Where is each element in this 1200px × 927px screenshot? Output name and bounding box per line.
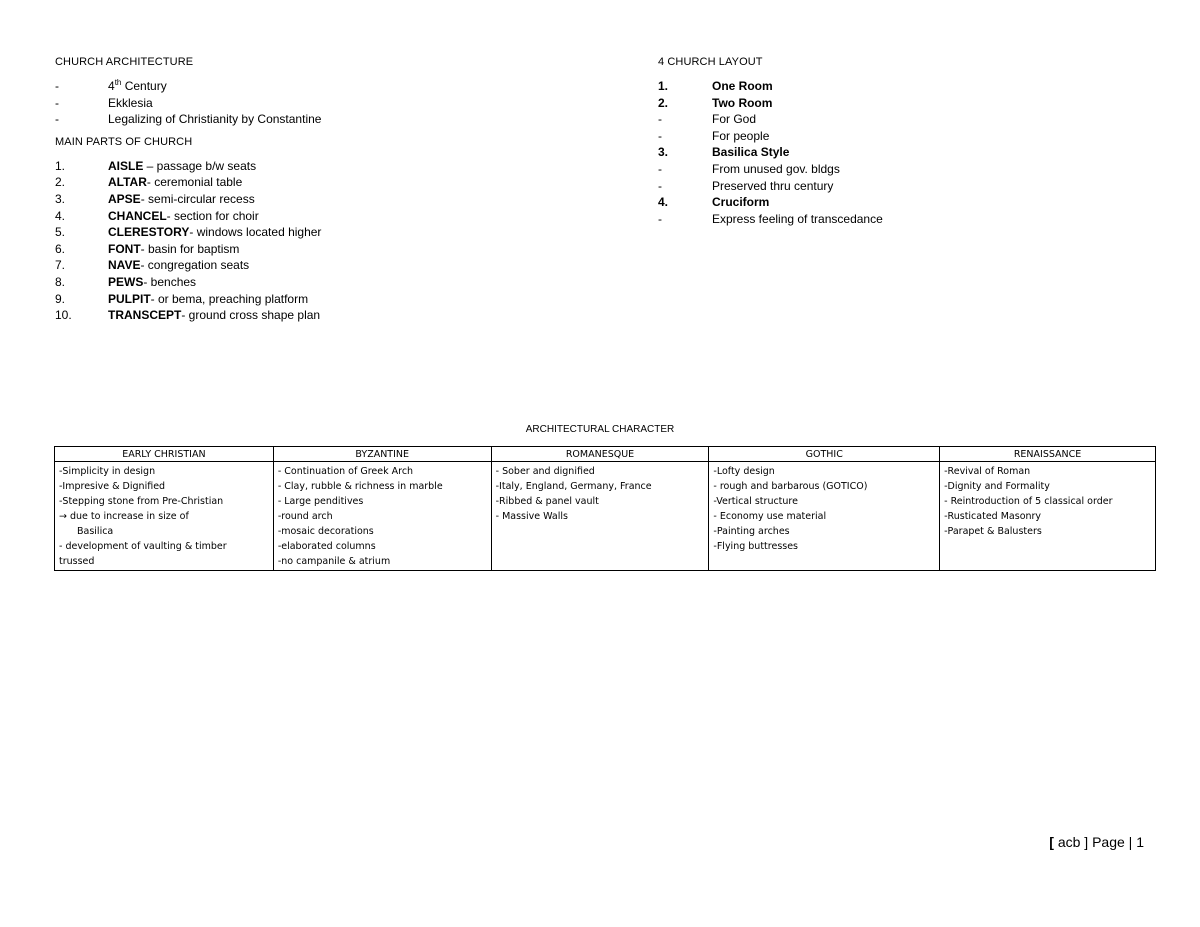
part-term: NAVE: [108, 258, 141, 273]
part-term: CHANCEL: [108, 208, 167, 223]
part-term: TRANSCEPT: [108, 308, 182, 323]
part-term: PULPIT: [108, 291, 151, 306]
list-marker: -: [55, 79, 59, 93]
heading-church-layout: 4 CHURCH LAYOUT: [658, 56, 763, 68]
cell-line: - Reintroduction of 5 classical order: [944, 496, 1113, 507]
list-item: [658, 161, 1138, 178]
list-item: [55, 95, 615, 112]
list-marker: 2.: [658, 95, 669, 110]
part-description: - ground cross shape plan: [181, 308, 321, 323]
cell-line: -Revival of Roman: [944, 466, 1031, 477]
heading-church-architecture: CHURCH ARCHITECTURE: [55, 56, 194, 68]
footer-label: acb: [1053, 834, 1085, 850]
part-description: - semi-circular recess: [140, 191, 255, 206]
table-cell: [273, 462, 491, 571]
cell-line: → due to increase in size of: [59, 511, 189, 522]
list-item: [55, 174, 615, 191]
cell-line: -Impresive & Dignified: [59, 481, 166, 492]
list-item-text: [108, 291, 308, 308]
table-cell: [940, 462, 1156, 571]
cell-line: -elaborated columns: [277, 541, 376, 552]
list-item-text: From unused gov. bldgs: [712, 161, 840, 176]
list-item-text: 4th Century: [108, 78, 167, 93]
list-item: [55, 291, 615, 308]
main-parts-list: [55, 158, 615, 324]
cell-line: - Continuation of Greek Arch: [277, 466, 414, 477]
cell-line: -Rusticated Masonry: [944, 511, 1042, 522]
list-item-text: [108, 241, 239, 258]
list-item-text: [108, 307, 320, 324]
cell-line: -Italy, England, Germany, France: [495, 481, 652, 492]
list-item-text: Cruciform: [712, 195, 770, 210]
footer-page-word: Page: [1088, 834, 1129, 850]
cell-line: -Dignity and Formality: [944, 481, 1050, 492]
list-item-text: [108, 257, 249, 274]
column-header: BYZANTINE: [273, 447, 491, 462]
list-item: [55, 158, 615, 175]
part-description: - congregation seats: [140, 258, 250, 273]
list-number: 6.: [55, 241, 66, 256]
list-item: [55, 307, 615, 324]
list-marker: 4.: [658, 195, 669, 210]
part-description: - benches: [143, 274, 197, 289]
list-item: [55, 111, 615, 128]
part-description: - or bema, preaching platform: [150, 291, 309, 306]
part-description: - windows located higher: [189, 225, 322, 240]
cell-line: -Parapet & Balusters: [944, 526, 1042, 537]
cell-line: - Large penditives: [277, 496, 364, 507]
cell-line: -Painting arches: [713, 526, 790, 537]
column-header: ROMANESQUE: [491, 447, 709, 462]
cell-line: - rough and barbarous (GOTICO): [713, 481, 868, 492]
list-item-text: [108, 224, 321, 241]
list-number: 3.: [55, 191, 66, 206]
list-number: 4.: [55, 208, 66, 223]
list-item-text: For people: [712, 128, 770, 143]
list-marker: -: [658, 161, 662, 176]
list-marker: 1.: [658, 79, 669, 93]
list-marker: -: [658, 178, 662, 193]
list-item-text: [108, 208, 259, 225]
list-item: [658, 211, 1138, 228]
list-item: [55, 208, 615, 225]
page-footer: [1049, 834, 1144, 850]
list-item: [658, 128, 1138, 145]
table-row: [55, 462, 1156, 571]
cell-line: - Sober and dignified: [495, 466, 595, 477]
intro-list: [55, 78, 615, 128]
cell-line: - development of vaulting & timber: [59, 541, 227, 552]
page-number: 1: [1132, 834, 1144, 850]
table-cell: [709, 462, 940, 571]
list-number: 9.: [55, 291, 66, 306]
part-term: APSE: [108, 191, 141, 206]
list-marker: -: [658, 112, 662, 127]
list-marker: -: [658, 211, 662, 226]
list-item-text: [108, 174, 242, 191]
list-item: [658, 111, 1138, 128]
left-column: [55, 56, 615, 332]
cell-line: -Flying buttresses: [713, 541, 799, 552]
part-term: ALTAR: [108, 175, 147, 190]
list-number: 1.: [55, 158, 66, 173]
table-title: ARCHITECTURAL CHARACTER: [525, 424, 675, 435]
list-item-text: For God: [712, 112, 757, 127]
list-number: 8.: [55, 274, 66, 289]
part-term: CLERESTORY: [108, 225, 190, 240]
column-header: EARLY CHRISTIAN: [55, 447, 274, 462]
list-item-text: Two Room: [712, 95, 773, 110]
footer-separator: |: [1128, 834, 1133, 850]
part-description: - basin for baptism: [140, 241, 240, 256]
column-header: GOTHIC: [709, 447, 940, 462]
part-term: AISLE: [108, 158, 144, 173]
cell-line: trussed: [59, 556, 95, 567]
list-item-text: Preserved thru century: [712, 178, 834, 193]
footer-bracket-open: [: [1049, 834, 1054, 850]
list-item-text: Legalizing of Christianity by Constantine: [108, 112, 322, 127]
cell-line: -Stepping stone from Pre-Christian: [59, 496, 224, 507]
part-description: - ceremonial table: [146, 175, 243, 190]
list-number: 10.: [55, 308, 72, 323]
list-item: [55, 224, 615, 241]
list-item-text: [108, 158, 256, 175]
part-description: – passage b/w seats: [143, 158, 257, 173]
cell-line: Basilica: [77, 526, 114, 537]
cell-line: - Economy use material: [713, 511, 827, 522]
list-item-text: Express feeling of transcedance: [712, 211, 883, 226]
list-item: [55, 274, 615, 291]
church-layout-list: [658, 78, 1138, 227]
list-item: [55, 257, 615, 274]
part-description: - section for choir: [166, 208, 259, 223]
list-item: [55, 241, 615, 258]
heading-main-parts: MAIN PARTS OF CHURCH: [55, 135, 193, 148]
cell-line: -Vertical structure: [713, 496, 798, 507]
table-cell: [55, 462, 274, 571]
list-item-text: [108, 274, 196, 291]
list-item: [658, 178, 1138, 195]
list-item-text: One Room: [712, 79, 773, 93]
list-item-text: Ekklesia: [108, 95, 153, 110]
list-item-text: Basilica Style: [712, 145, 790, 160]
table-header-row: [55, 447, 1156, 462]
list-item: [658, 144, 1138, 161]
cell-line: -no campanile & atrium: [277, 556, 391, 567]
list-number: 5.: [55, 225, 66, 240]
cell-line: -mosaic decorations: [277, 526, 374, 537]
list-item-text: [108, 191, 255, 208]
list-marker: 3.: [658, 145, 669, 160]
list-item: [55, 191, 615, 208]
cell-line: -round arch: [277, 511, 333, 522]
cell-line: - Clay, rubble & richness in marble: [277, 481, 443, 492]
list-number: 2.: [55, 175, 66, 190]
list-marker: -: [55, 112, 59, 127]
architectural-character-table: [54, 446, 1156, 571]
table-cell: [491, 462, 709, 571]
part-term: FONT: [108, 241, 141, 256]
right-column: [658, 56, 1138, 235]
list-marker: -: [658, 128, 662, 143]
part-term: PEWS: [108, 274, 144, 289]
column-header: RENAISSANCE: [940, 447, 1156, 462]
cell-line: -Lofty design: [713, 466, 775, 477]
cell-line: -Simplicity in design: [59, 466, 156, 477]
cell-line: -Ribbed & panel vault: [495, 496, 599, 507]
list-item: [658, 95, 1138, 112]
list-item: [658, 78, 1138, 95]
list-number: 7.: [55, 258, 66, 273]
cell-line: - Massive Walls: [495, 511, 568, 522]
list-item: [658, 194, 1138, 211]
footer-bracket-close: ]: [1084, 834, 1089, 850]
list-item: [55, 78, 615, 95]
list-marker: -: [55, 95, 59, 110]
